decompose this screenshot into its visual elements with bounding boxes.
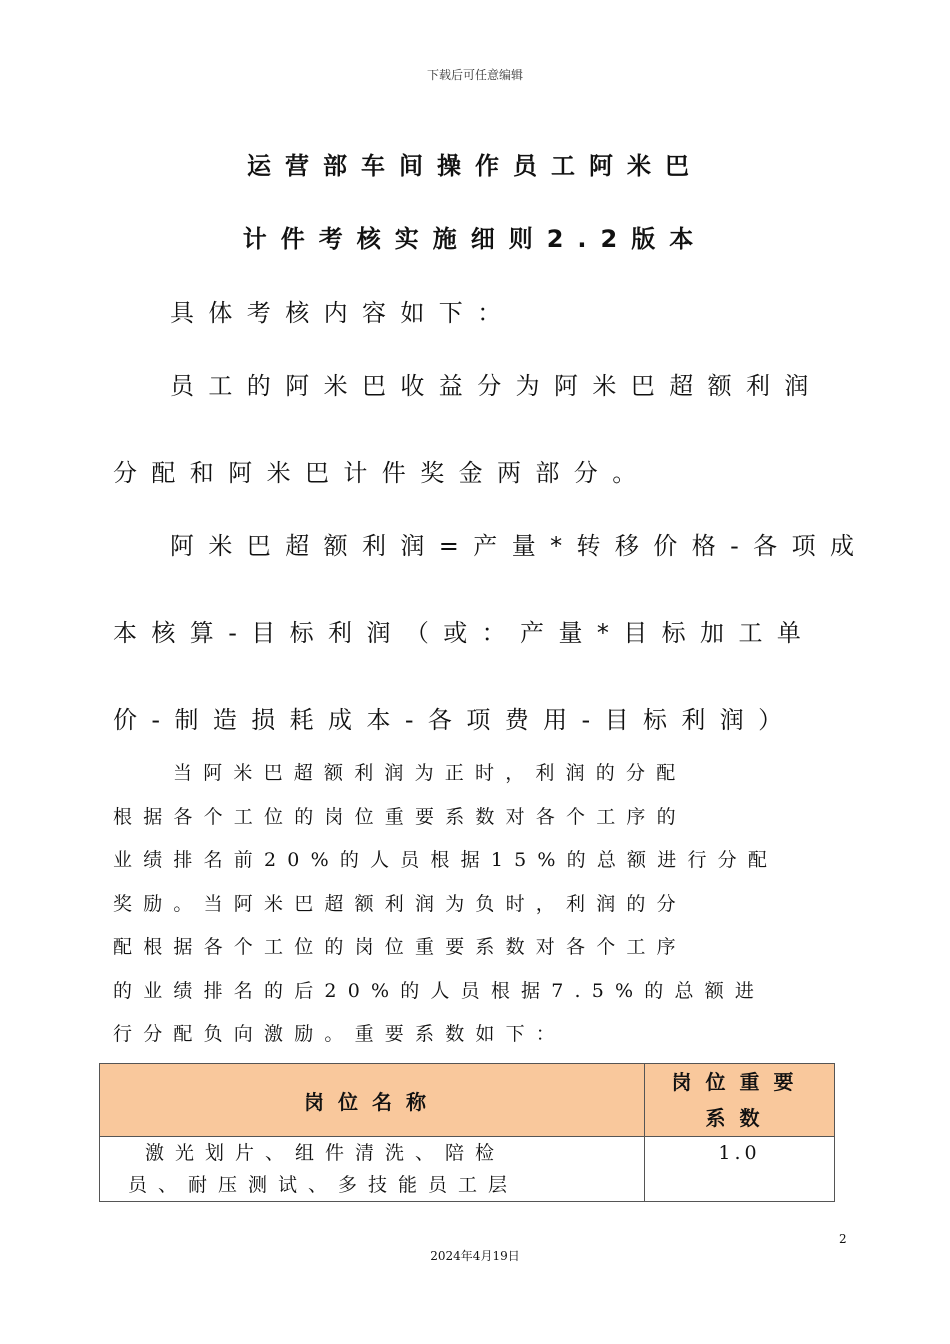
paragraph-3-line: 根据各个工位的岗位重要系数对各个工序的 (113, 805, 687, 828)
paragraph-2-line-2: 本核算-目标利润（或：产量*目标加工单 (113, 619, 816, 647)
coefficient-value: 1.0 (718, 1142, 761, 1164)
paragraph-3-line: 的业绩排名的后20%的人员根据7.5%的总额进 (113, 979, 766, 1002)
paragraph-3 (113, 752, 835, 1057)
table-header-row (100, 1064, 835, 1137)
paragraph-1-line-1: 员工的阿米巴收益分为阿米巴超额利润 (170, 372, 823, 400)
page-number: 2 (839, 1232, 847, 1246)
importance-coefficient-table (99, 1063, 835, 1202)
header-importance-coefficient (645, 1064, 835, 1137)
paragraph-3-line: 奖励。当阿米巴超额利润为负时，利润的分 (113, 892, 687, 915)
intro-text: 具体考核内容如下： (170, 299, 516, 327)
document-title-line2: 计件考核实施细则2.2版本 (242, 225, 708, 253)
header-col2-line1: 岗位重要 (671, 1070, 808, 1094)
paragraph-2-line-1: 阿米巴超额利润=产量*转移价格-各项成 (170, 532, 869, 560)
table-row (100, 1137, 835, 1202)
paragraph-3-line: 行分配负向激励。重要系数如下： (113, 1023, 567, 1045)
paragraph-1-line-2: 分配和阿米巴计件奖金两部分。 (113, 459, 651, 487)
position-name-cell (100, 1137, 645, 1202)
document-title-line1: 运营部车间操作员工阿米巴 (247, 152, 703, 180)
header-position-name: 岗位名称 (100, 1064, 645, 1137)
paragraph-3-line: 配根据各个工位的岗位重要系数对各个工序 (113, 936, 687, 958)
position-name-line2: 员、耐压测试、多技能员工层 (128, 1174, 519, 1196)
page-header: 下载后可任意编辑 (426, 68, 523, 82)
paragraph-2-line-3: 价-制造损耗成本-各项费用-目标利润） (113, 706, 797, 734)
position-name-line1: 激光划片、组件清洗、陪检 (145, 1142, 506, 1164)
header-col2-line2: 系数 (705, 1106, 774, 1130)
footer-date: 2024年4月19日 (430, 1249, 520, 1263)
paragraph-3-line: 业绩排名前20%的人员根据15%的总额进行分配 (113, 849, 779, 871)
coefficient-value-cell (645, 1137, 835, 1202)
paragraph-3-line: 当阿米巴超额利润为正时，利润的分配 (173, 762, 687, 784)
